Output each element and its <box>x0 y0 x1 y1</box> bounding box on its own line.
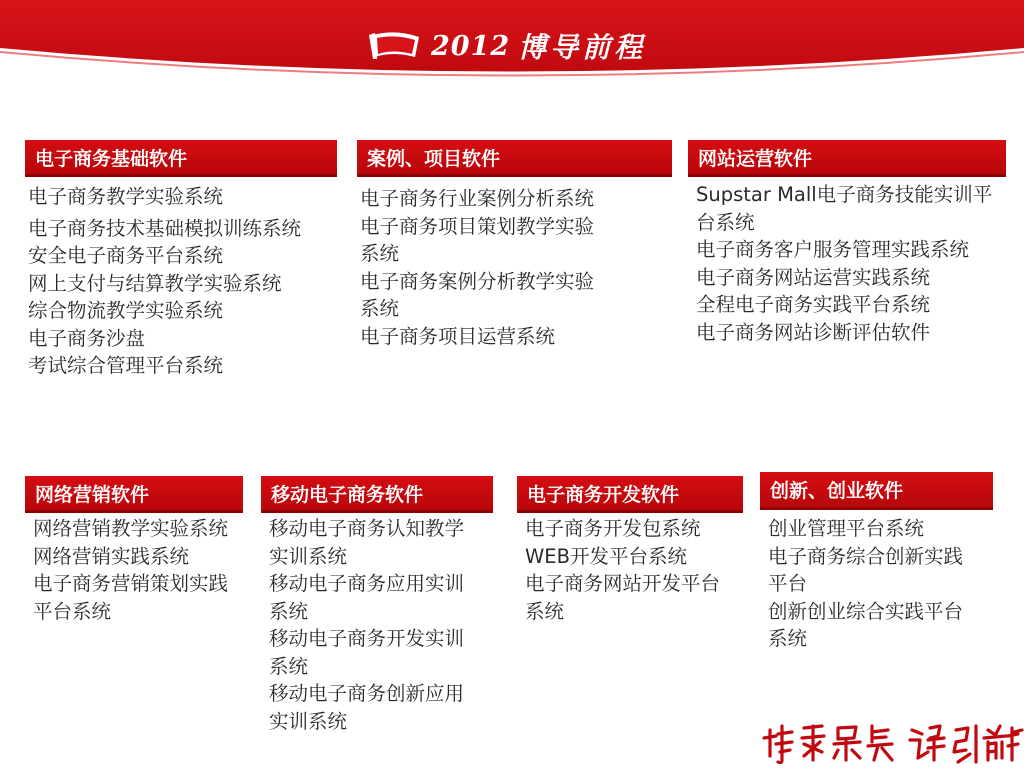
card-title: 网络营销软件 <box>25 476 243 513</box>
list-item: 网络营销教学实验系统 <box>33 517 229 540</box>
list-item: 创新创业综合实践平台系统 <box>768 599 964 650</box>
card-list <box>25 183 337 380</box>
card-title: 网站运营软件 <box>688 140 1006 177</box>
calligraphy-slogan <box>762 712 1024 768</box>
card-innovation-startup <box>760 472 993 653</box>
card-title: 案例、项目软件 <box>357 140 672 177</box>
brand-name: 博导前程 <box>518 31 647 64</box>
list-item: 安全电子商务平台系统 <box>28 244 224 267</box>
card-list <box>25 515 243 625</box>
list-item: 电子商务案例分析教学实验系统 <box>360 269 595 320</box>
list-item: 电子商务开发包系统 <box>525 517 701 540</box>
list-item: 移动电子商务认知教学实训系统 <box>269 517 465 568</box>
brand-year: 2012 <box>431 30 511 62</box>
card-title: 电子商务开发软件 <box>517 476 743 513</box>
list-item: 电子商务行业案例分析系统 <box>360 187 595 210</box>
list-item: Supstar Mall电子商务技能实训平台系统 <box>696 183 993 234</box>
brand-logo <box>365 28 646 64</box>
list-item: 电子商务项目运营系统 <box>360 324 556 348</box>
list-item: 综合物流教学实验系统 <box>28 299 224 322</box>
card-title: 创新、创业软件 <box>760 472 993 510</box>
card-case-project <box>357 140 672 350</box>
list-item: 电子商务综合创新实践平台 <box>768 544 964 595</box>
card-list <box>688 181 996 346</box>
list-item: 创业管理平台系统 <box>768 517 925 540</box>
card-title: 电子商务基础软件 <box>25 140 337 177</box>
card-list <box>760 515 978 653</box>
card-title: 移动电子商务软件 <box>261 476 493 513</box>
list-item: 电子商务网站开发平台系统 <box>525 572 721 623</box>
list-item: 电子商务教学实验系统 <box>28 185 224 208</box>
card-mobile-ecommerce <box>261 476 493 735</box>
card-network-marketing <box>25 476 243 625</box>
list-item: 网上支付与结算教学实验系统 <box>28 271 282 295</box>
card-website-operation <box>688 140 1006 346</box>
list-item: 电子商务营销策划实践平台系统 <box>33 572 229 623</box>
list-item: 电子商务项目策划教学实验系统 <box>360 214 595 265</box>
list-item: 网络营销实践系统 <box>33 544 190 568</box>
list-item: 电子商务网站诊断评估软件 <box>696 320 931 344</box>
list-item: 电子商务沙盘 <box>28 326 146 350</box>
card-list <box>517 515 737 625</box>
list-item: 全程电子商务实践平台系统 <box>696 293 931 316</box>
card-list <box>261 515 479 735</box>
list-item: 电子商务网站运营实践系统 <box>696 265 931 289</box>
list-item: 电子商务技术基础模拟训练系统 <box>28 216 302 240</box>
list-item: 移动电子商务开发实训系统 <box>269 627 465 678</box>
header-banner <box>0 0 1024 100</box>
list-item: 考试综合管理平台系统 <box>28 354 224 377</box>
list-item: 电子商务客户服务管理实践系统 <box>696 238 970 261</box>
card-ecommerce-development <box>517 476 743 625</box>
card-ecommerce-basic <box>25 140 337 380</box>
list-item: 移动电子商务创新应用实训系统 <box>269 682 465 733</box>
card-list <box>357 185 600 350</box>
list-item: 移动电子商务应用实训系统 <box>269 572 465 623</box>
flag-logo-icon <box>365 31 423 61</box>
slogan-calligraphy-image <box>762 712 1024 768</box>
list-item: WEB开发平台系统 <box>525 544 687 568</box>
